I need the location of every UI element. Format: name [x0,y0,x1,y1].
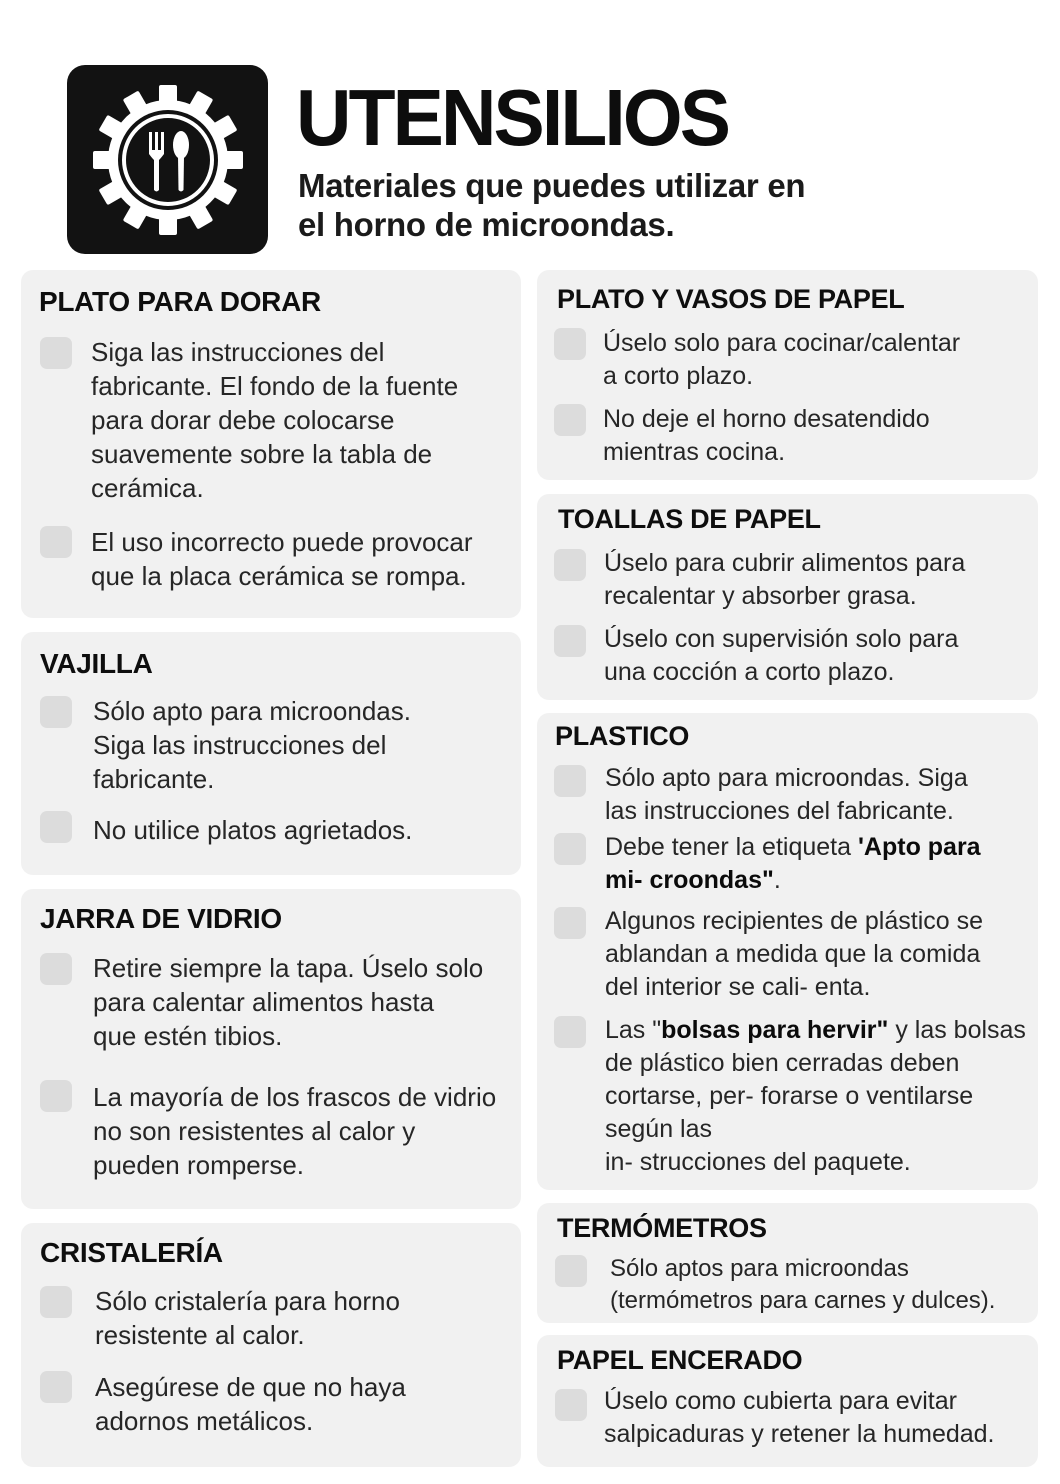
text-line: suavemente sobre la tabla de [91,439,433,469]
text-span: Las " [605,1016,662,1044]
checkbox[interactable] [40,811,72,843]
checkbox[interactable] [554,625,586,657]
card-jarra-de-vidrio [21,889,521,1209]
card-title: JARRA DE VIDRIO [40,903,282,934]
card-vajilla [21,632,521,875]
item-text [610,1253,1035,1317]
item-text [605,1014,1035,1179]
text-line: salpicaduras y retener la humedad. [604,1420,995,1448]
card-title: CRISTALERÍA [40,1237,223,1268]
item-text [93,694,513,796]
text-line: que la placa cerámica se rompa. [91,561,467,591]
item-text [604,623,1034,689]
checkbox[interactable] [555,1389,587,1421]
utensils-logo [67,65,268,254]
text-line: recalentar y absorber grasa. [604,582,917,610]
card-plato-y-vasos-de-papel [537,270,1038,480]
checkbox[interactable] [554,907,586,939]
text-line: resistente al calor. [95,1320,305,1350]
card-plastico [537,713,1038,1190]
item-text [605,762,1035,828]
text-line: para dorar debe colocarse [91,405,395,435]
text-line: de plástico bien cerradas deben [605,1049,960,1077]
subtitle-line: Materiales que puedes utilizar en [298,167,806,204]
checkbox[interactable] [40,953,72,985]
item-text [605,831,1035,897]
checkbox[interactable] [554,765,586,797]
checkbox[interactable] [40,1286,72,1318]
card-toallas-de-papel [537,494,1038,700]
text-line: para calentar alimentos hasta [93,987,435,1017]
text-line: según las [605,1115,713,1143]
text-line: Úselo con supervisión solo para [604,625,959,653]
page-title: UTENSILIOS [296,73,729,162]
item-text [91,335,516,505]
text-line: No utilice platos agrietados. [93,815,413,845]
text-line: no son resistentes al calor y [93,1116,416,1146]
item-text [91,525,516,593]
item-text [603,327,1033,393]
subtitle-line: el horno de microondas. [298,206,675,243]
text-line: El uso incorrecto puede provocar [91,527,473,557]
text-line: Algunos recipientes de plástico se [605,907,984,935]
text-line: Sólo apto para microondas. Siga [605,764,968,792]
checkbox[interactable] [40,1080,72,1112]
text-line: fabricante. [93,764,215,794]
text-line: mientras cocina. [603,438,786,466]
checkbox[interactable] [554,404,586,436]
text-line [605,864,1035,897]
text-line: (termómetros para carnes y dulces). [610,1287,996,1314]
item-text [604,1385,1036,1451]
checkbox[interactable] [554,549,586,581]
text-line: Sólo apto para microondas. [93,696,411,726]
checkbox[interactable] [554,1016,586,1048]
text-line: Úselo como cubierta para evitar [604,1387,957,1415]
checkbox[interactable] [40,337,72,369]
text-line: cerámica. [91,473,204,503]
text-line: Asegúrese de que no haya [95,1372,406,1402]
label-emphasis: 'Apto para [857,833,981,861]
label-emphasis: bolsas para hervir" [661,1016,889,1044]
text-line: Sólo aptos para microondas [610,1255,909,1282]
card-title: PAPEL ENCERADO [557,1345,803,1375]
text-line: del interior se cali- enta. [605,973,871,1001]
text-line: las instrucciones del fabricante. [605,797,954,825]
text-line: in- strucciones del paquete. [605,1148,911,1176]
item-text [95,1370,515,1438]
item-text [93,813,513,847]
item-text [93,951,518,1053]
checkbox[interactable] [554,833,586,865]
page-subtitle [298,166,938,244]
text-line [605,1014,1035,1047]
card-title: PLASTICO [555,721,690,751]
text-span: Debe tener la etiqueta [605,833,858,861]
checkbox[interactable] [40,1371,72,1403]
card-title: VAJILLA [40,648,153,679]
text-line [605,831,1035,864]
text-line: ablandan a medida que la comida [605,940,981,968]
item-text [95,1284,515,1352]
card-plato-para-dorar [21,270,521,618]
label-emphasis: mi- croondas" [605,866,774,894]
card-title: PLATO PARA DORAR [39,286,321,317]
text-line: La mayoría de los frascos de vidrio [93,1082,497,1112]
card-title: PLATO Y VASOS DE PAPEL [557,284,905,314]
item-text [604,547,1034,613]
text-line: adornos metálicos. [95,1406,314,1436]
card-termometros [537,1203,1038,1323]
text-line: a corto plazo. [603,362,754,390]
text-span: y las bolsas [888,1016,1026,1044]
text-line: una cocción a corto plazo. [604,658,895,686]
card-papel-encerado [537,1335,1038,1467]
item-text [603,403,1033,469]
text-line: pueden romperse. [93,1150,305,1180]
text-line: Siga las instrucciones del [91,337,385,367]
card-title: TOALLAS DE PAPEL [558,504,821,534]
text-line: fabricante. El fondo de la fuente [91,371,459,401]
card-cristaleria [21,1223,521,1467]
item-text [605,905,1035,1004]
text-span: . [773,866,781,894]
text-line: Sólo cristalería para horno [95,1286,400,1316]
text-line: Siga las instrucciones del [93,730,387,760]
checkbox[interactable] [554,328,586,360]
checkbox[interactable] [555,1255,587,1287]
text-line: No deje el horno desatendido [603,405,930,433]
checkbox[interactable] [40,696,72,728]
text-line: cortarse, per- forarse o ventilarse [605,1082,974,1110]
text-line: Úselo para cubrir alimentos para [604,549,966,577]
card-title: TERMÓMETROS [557,1213,767,1243]
text-line: Retire siempre la tapa. Úselo solo [93,953,484,983]
gear-fork-spoon-icon [67,65,268,254]
text-line: Úselo solo para cocinar/calentar [603,329,961,357]
text-line: que estén tibios. [93,1021,283,1051]
item-text [93,1080,518,1182]
checkbox[interactable] [40,526,72,558]
